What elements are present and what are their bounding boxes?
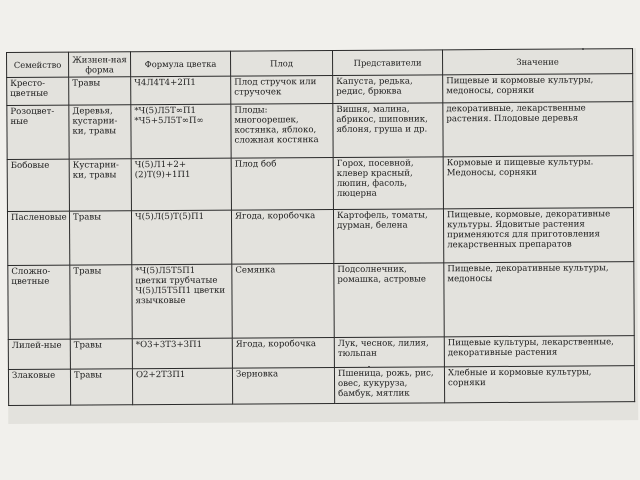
- table-row: [7, 102, 633, 160]
- table-row: [7, 156, 633, 212]
- cell-representatives: Капуста, редька, редис, брюква: [333, 75, 443, 104]
- cell-formula: Ч(5)Л1+2+(2)Т(9)+1П1: [131, 158, 231, 211]
- cell-fruit: Плод стручок или стручочек: [231, 76, 333, 105]
- cell-significance: Пищевые, кормовые, декоративные культуры. Ядовитые растения применяются для приготовления лекарственных препаратов: [443, 208, 633, 263]
- cell-fruit: Зерновка: [232, 367, 334, 404]
- cell-family: Кресто-цветные: [7, 77, 69, 105]
- cell-life-form: Травы: [69, 77, 131, 105]
- cell-life-form: Травы: [70, 265, 132, 339]
- cell-life-form: Травы: [70, 369, 132, 405]
- cell-life-form: Травы: [70, 339, 132, 369]
- cell-formula: Ч4Л4Т4+2П1: [131, 76, 231, 105]
- cell-significance: Кормовые и пищевые культуры. Медоносы, сорняки: [443, 156, 633, 209]
- cell-family: Пасленовые: [7, 211, 69, 265]
- cell-fruit: Семянка: [232, 264, 334, 339]
- cell-family: Бобовые: [7, 159, 69, 211]
- cell-significance: Пищевые культуры, лекарственные, декоративные растения: [444, 336, 634, 367]
- cell-formula: *Ч(5)Л5Т5П1 цветки трубчатые Ч(5)Л5Т5П1 цветки язычковые: [132, 264, 232, 339]
- cell-life-form: Кустарни-ки, травы: [69, 159, 131, 211]
- cell-family: Лилей-ные: [8, 339, 70, 369]
- header-formula: Формула цветка: [131, 51, 231, 77]
- header-family: Семейство: [7, 52, 69, 77]
- cell-representatives: Вишня, малина, абрикос, шиповник, яблоня, груша и др.: [333, 103, 443, 158]
- cell-significance: Хлебные и кормовые культуры, сорняки: [444, 366, 634, 403]
- cell-significance: Пищевые, декоративные культуры, медоносы: [444, 262, 634, 337]
- cell-fruit: Плоды: многоорешек, костянка, яблоко, сложная костянка: [231, 104, 333, 159]
- cell-fruit: Ягода, коробочка: [232, 338, 334, 369]
- cell-family: Розоцвет-ные: [7, 105, 69, 159]
- header-fruit: Плод: [230, 51, 332, 77]
- cell-representatives: Горох, посевной, клевер красный, люпин, фасоль, люцерна: [333, 157, 443, 210]
- cell-formula: О2+2Т3П1: [132, 368, 232, 405]
- table-row: [8, 366, 634, 406]
- cell-fruit: Плод боб: [231, 158, 333, 211]
- cell-life-form: Травы: [69, 211, 131, 265]
- table-row: [7, 208, 633, 266]
- table-row: [7, 74, 633, 106]
- table-row: [8, 262, 634, 340]
- scan-speck: [368, 366, 370, 368]
- header-significance: Значение: [442, 49, 632, 75]
- cell-life-form: Деревья, кустарни-ки, травы: [69, 105, 131, 159]
- cell-significance: Пищевые и кормовые культуры, медоносы, сорняки: [443, 74, 633, 103]
- table-header-row: [7, 49, 633, 78]
- header-representatives: Представители: [332, 50, 442, 76]
- cell-formula: *Ч(5)Л5Т∞П1 *Ч5+5Л5Т∞П∞: [131, 104, 231, 159]
- cell-representatives: Пшеница, рожь, рис, овес, кукуруза, бамбук, мятлик: [334, 367, 444, 404]
- cell-representatives: Лук, чеснок, лилия, тюльпан: [334, 337, 444, 368]
- cell-fruit: Ягода, коробочка: [231, 210, 333, 265]
- cell-formula: *О3+3Т3+3П1: [132, 338, 232, 369]
- cell-family: Сложно-цветные: [8, 265, 70, 339]
- cell-representatives: Подсолнечник, ромашка, астровые: [334, 263, 444, 338]
- cell-formula: Ч(5)Л(5)Т(5)П1: [131, 210, 231, 265]
- cell-significance: декоративные, лекарственные растения. Плодовые деревья: [443, 102, 633, 157]
- header-life-form: Жизнен-ная форма: [69, 52, 131, 77]
- table-row: [8, 336, 634, 370]
- scanned-table-page: [6, 48, 638, 424]
- plant-families-table: [6, 48, 635, 406]
- scan-speck: [582, 48, 584, 50]
- cell-representatives: Картофель, томаты, дурман, белена: [333, 209, 443, 264]
- cell-family: Злаковые: [8, 369, 70, 405]
